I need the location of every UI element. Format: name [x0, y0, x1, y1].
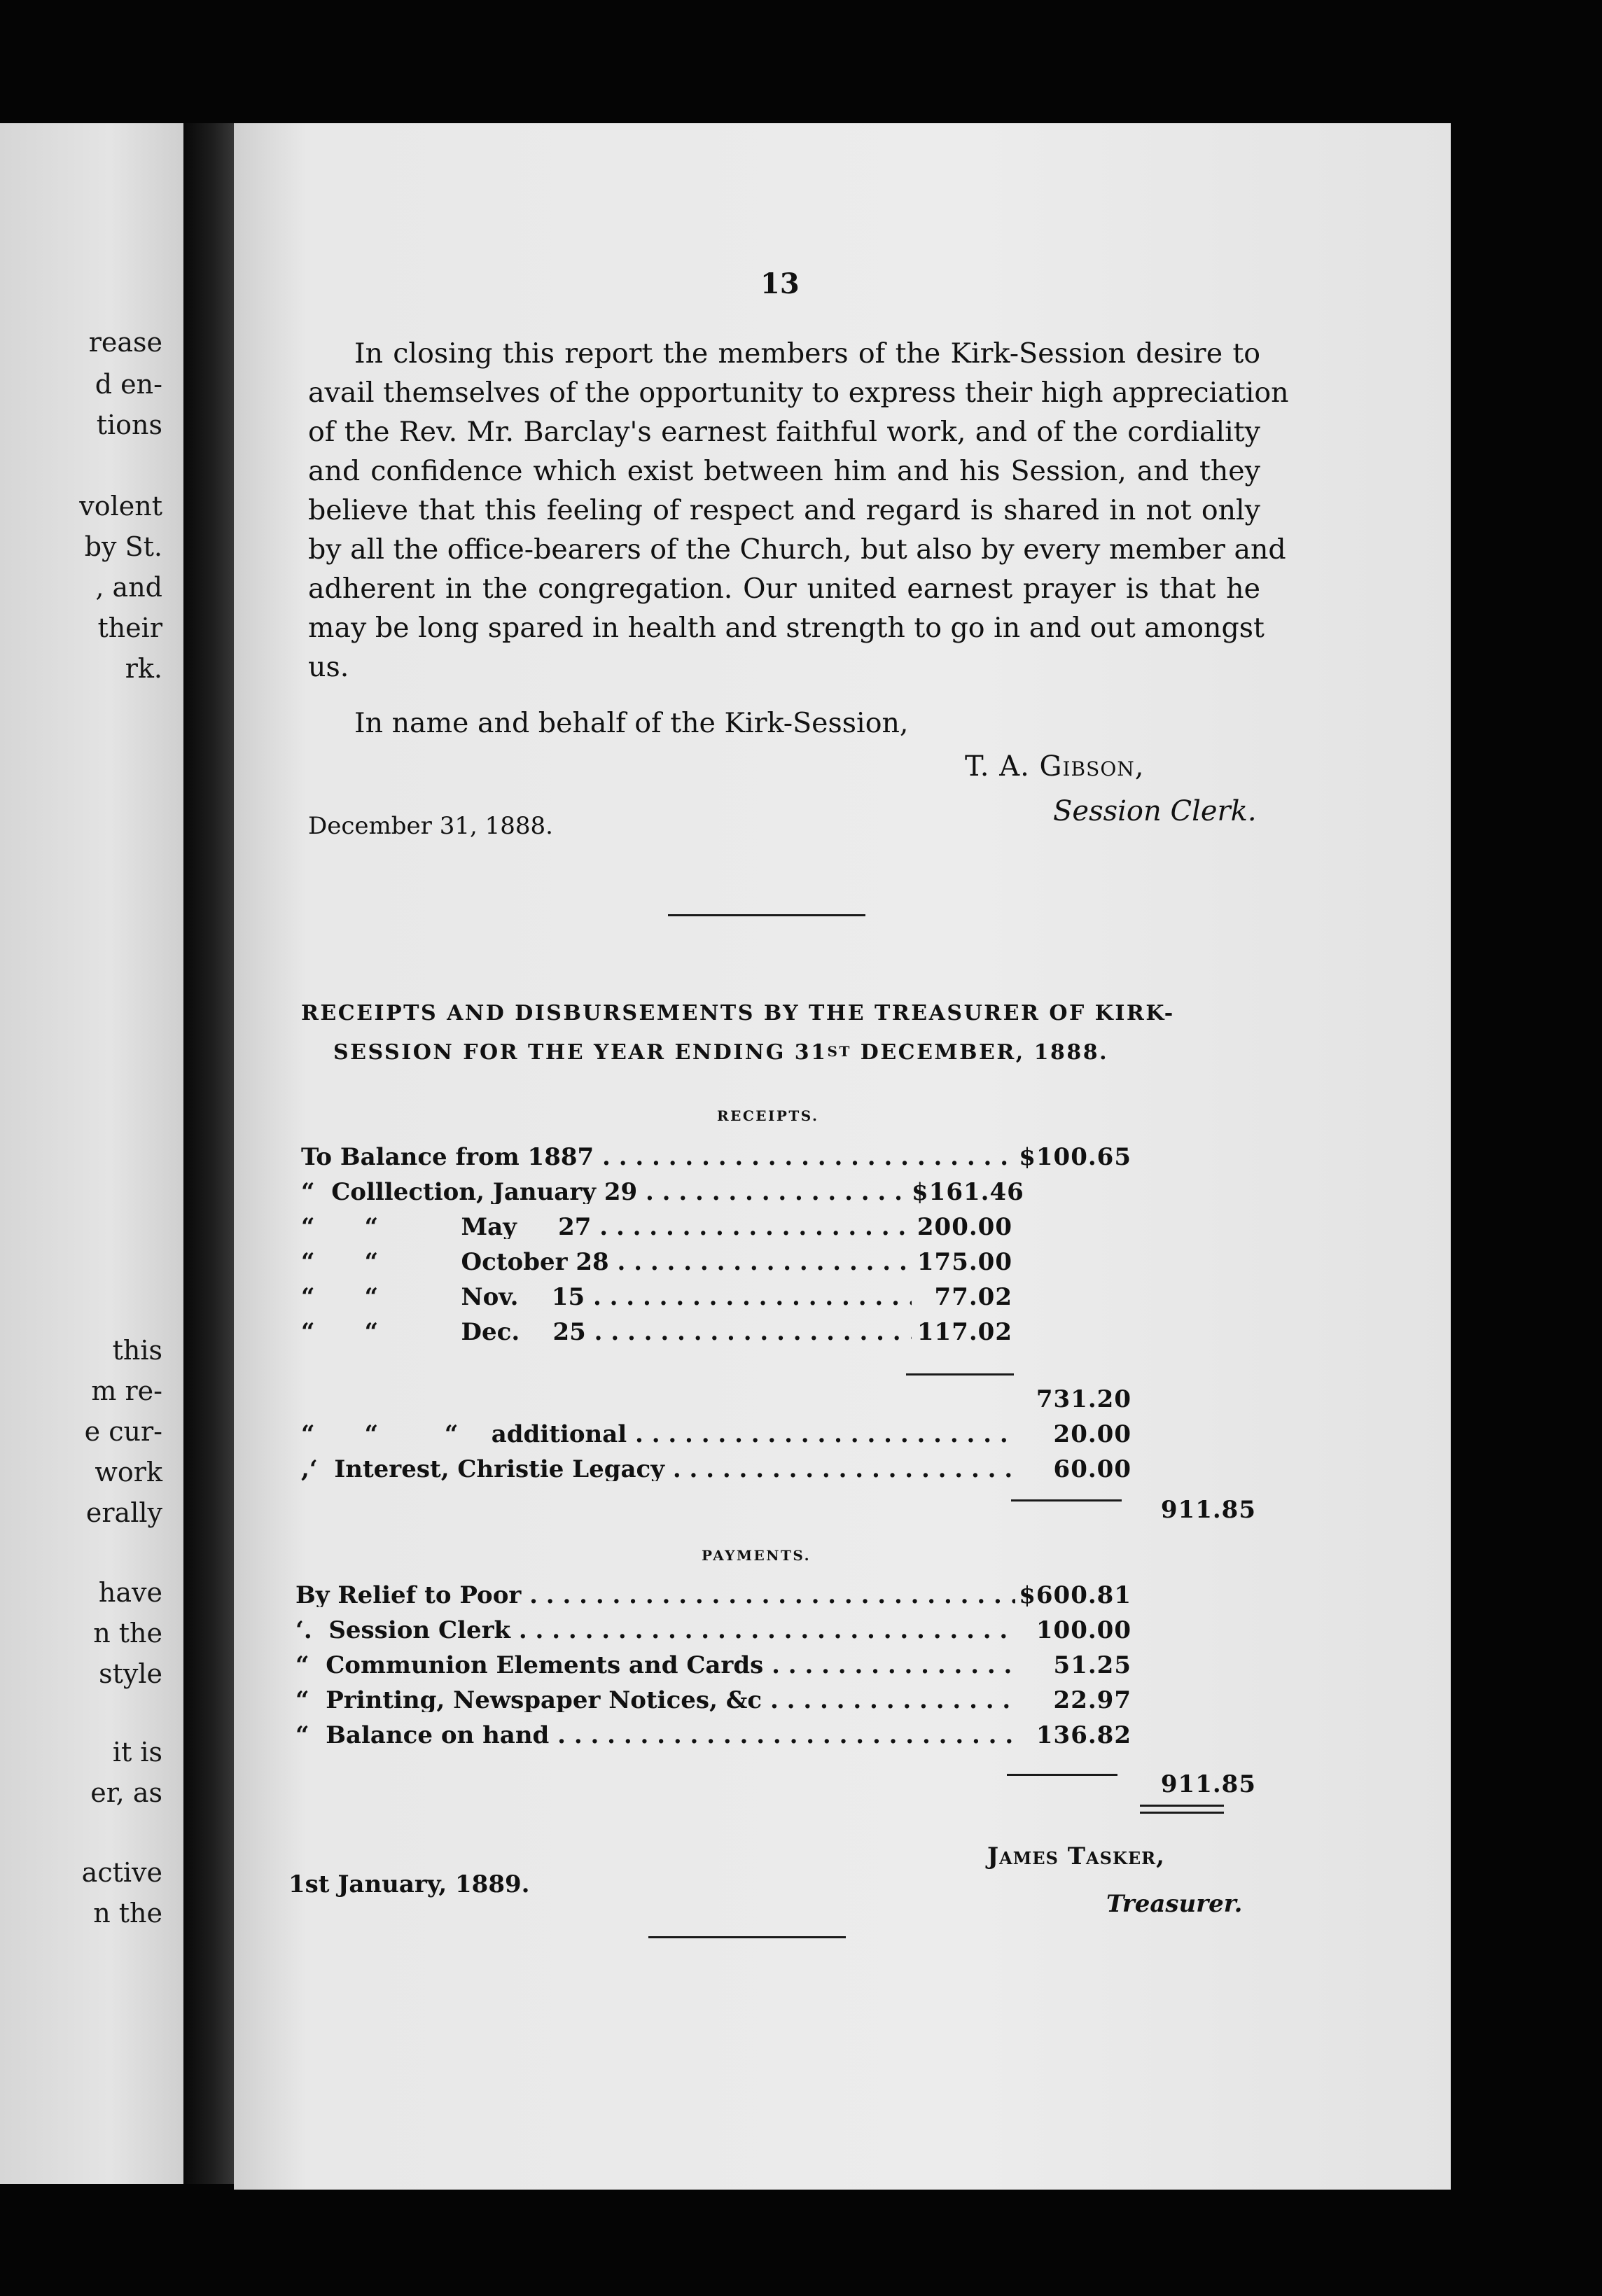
- ledger-label: ,‘ Interest, Christie Legacy . . .: [301, 1457, 1015, 1481]
- left-fragment: , and: [95, 572, 162, 603]
- total-rule: [1011, 1499, 1122, 1502]
- double-rule-top: [1140, 1805, 1224, 1807]
- ledger-amount: 100.00: [1036, 1616, 1131, 1644]
- page: [234, 123, 1451, 2190]
- receipts-title: RECEIPTS.: [717, 1107, 819, 1124]
- signature-name: T. A. Gibson,: [965, 750, 1145, 783]
- ledger-amount: $161.46: [912, 1178, 1024, 1206]
- ledger-label: “ “ May 27 . . .: [301, 1215, 912, 1239]
- ledger-amount: 175.00: [917, 1248, 1012, 1276]
- paragraph-line: avail themselves of the opportunity to express their high appreciation: [308, 377, 1289, 409]
- ledger-label: ‘. Session Clerk . . .: [295, 1618, 1015, 1642]
- ledger-amount: 22.97: [1053, 1686, 1131, 1714]
- left-fragment: erally: [85, 1497, 162, 1528]
- statement-heading-line2: SESSION FOR THE YEAR ENDING 31ST DECEMBER, 1888.: [333, 1040, 1109, 1065]
- left-fragment: this: [112, 1335, 162, 1366]
- left-fragment: er, as: [90, 1777, 162, 1808]
- left-fragment: their: [97, 612, 162, 643]
- ledger-label: “ Printing, Newspaper Notices, &c . . .: [295, 1688, 1015, 1712]
- left-fragment: volent: [79, 491, 162, 522]
- behalf-line: In name and behalf of the Kirk-Session,: [354, 707, 909, 739]
- left-fragment: e cur-: [84, 1416, 162, 1447]
- paragraph-line: In closing this report the members of the Kirk-Session desire to: [354, 337, 1260, 370]
- treasurer-name: James Tasker,: [987, 1842, 1165, 1870]
- treasurer-date: 1st January, 1889.: [288, 1870, 530, 1898]
- paragraph-line: and confidence which exist between him and his Session, and they: [308, 455, 1260, 487]
- paragraph-line: adherent in the congregation. Our united earnest prayer is that he: [308, 573, 1260, 605]
- book-gutter: [183, 123, 237, 2184]
- report-date: December 31, 1888.: [308, 812, 553, 840]
- ledger-amount: 51.25: [1053, 1651, 1131, 1679]
- left-fragment: d en-: [95, 369, 162, 400]
- ledger-amount: 200.00: [917, 1213, 1012, 1241]
- paragraph-line: may be long spared in health and strength to go in and out amongst: [308, 612, 1265, 644]
- total-rule: [1007, 1774, 1117, 1776]
- ledger-amount: 77.02: [934, 1283, 1012, 1311]
- left-fragment: m re-: [91, 1376, 162, 1406]
- paragraph-line: us.: [308, 651, 349, 683]
- paragraph-line: believe that this feeling of respect and regard is shared in not only: [308, 494, 1260, 526]
- ledger-amount: 136.82: [1036, 1721, 1131, 1749]
- left-fragment: style: [99, 1658, 162, 1689]
- payments-title: PAYMENTS.: [702, 1547, 812, 1564]
- ledger-label: “ Communion Elements and Cards . . .: [295, 1653, 1015, 1677]
- left-fragment: tions: [96, 410, 162, 440]
- ledger-subtotal: 731.20: [1036, 1385, 1131, 1413]
- ledger-label: By Relief to Poor . . .: [295, 1583, 1015, 1607]
- subtotal-rule: [906, 1373, 1014, 1376]
- left-fragment: it is: [112, 1737, 162, 1768]
- ledger-label: “ “ “ additional . . .: [301, 1422, 1015, 1446]
- ledger-amount: 20.00: [1053, 1420, 1131, 1448]
- left-fragment: by St.: [84, 531, 162, 562]
- ledger-amount: $600.81: [1019, 1581, 1131, 1609]
- payments-total: 911.85: [1160, 1770, 1256, 1798]
- ledger-label: To Balance from 1887 . . .: [301, 1145, 1015, 1169]
- left-fragment: have: [98, 1577, 162, 1608]
- ledger-label: “ “ Dec. 25 . . .: [301, 1320, 912, 1344]
- left-fragment: rk.: [125, 653, 162, 684]
- ledger-amount: $100.65: [1019, 1143, 1131, 1171]
- receipts-total: 911.85: [1160, 1496, 1256, 1524]
- left-fragment: n the: [93, 1618, 162, 1648]
- page-number: 13: [760, 267, 800, 300]
- left-fragment: rease: [88, 327, 162, 358]
- ledger-label: “ “ Nov. 15 . . .: [301, 1285, 912, 1309]
- left-fragment: active: [81, 1857, 162, 1888]
- ledger-label: “ Colllection, January 29 . . .: [301, 1180, 912, 1204]
- section-divider: [668, 914, 865, 916]
- left-fragment: work: [95, 1457, 162, 1488]
- left-fragment: n the: [93, 1898, 162, 1928]
- ledger-amount: 117.02: [917, 1318, 1012, 1346]
- signature-title: Session Clerk.: [1053, 795, 1257, 827]
- previous-page-fragment: [0, 123, 183, 2184]
- ledger-amount: 60.00: [1053, 1455, 1131, 1483]
- treasurer-title: Treasurer.: [1106, 1890, 1243, 1918]
- paragraph-line: of the Rev. Mr. Barclay's earnest faithful work, and of the cordiality: [308, 416, 1260, 448]
- double-rule-bottom: [1140, 1812, 1224, 1814]
- ledger-label: “ “ October 28 . . .: [301, 1250, 912, 1274]
- section-divider: [648, 1936, 846, 1938]
- statement-heading-line1: RECEIPTS AND DISBURSEMENTS BY THE TREASURER OF KIRK-: [301, 1001, 1175, 1026]
- ledger-label: “ Balance on hand . . .: [295, 1723, 1015, 1747]
- paragraph-line: by all the office-bearers of the Church, but also by every member and: [308, 533, 1286, 566]
